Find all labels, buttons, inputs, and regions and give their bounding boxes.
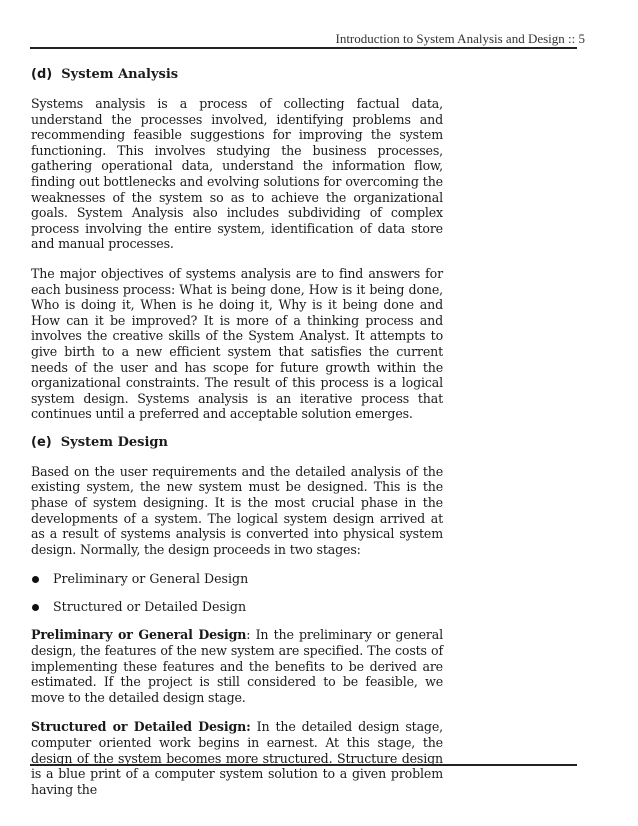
preliminary-design-text: : In the preliminary or general design, the features of the new system are specified. The costs of implementing these features and the benefits to be derived are estimated. If the project is still considered to be feasible, we move to the detailed design stage. (31, 627, 443, 705)
section-e-paragraph-1: Based on the user requirements and the detailed analysis of the existing system, the new system must be designed. This is the phase of system designing. It is the most crucial phase in the developments of a system. The logical system design arrived at as a result of systems analysis is converted into physical system design. Normally, the design proceeds in two stages: (31, 463, 443, 557)
section-e-heading (31, 434, 443, 452)
list-item-text: Preliminary or General Design (53, 571, 249, 587)
header-rule (30, 47, 577, 49)
section-d-title: System Analysis (61, 67, 179, 82)
section-e-marker: (e) (31, 434, 52, 450)
list-item-text: Structured or Detailed Design (53, 599, 247, 615)
design-stages-list (31, 571, 443, 615)
section-e-title: System Design (60, 434, 168, 450)
section-d-paragraph-1: Systems analysis is a process of collecting factual data, understand the processes involved, identifying problems and recommending feasible suggestions for improving the system functioning. This involves studying the business processes, gathering operational data, understand the information flow, finding out bottlenecks and evolving solutions for overcoming the weaknesses of the system so as to achieve the organizational goals. System Analysis also includes subdividing of complex process involving the entire system, identification of data store and manual processes. (31, 96, 443, 252)
preliminary-design-lead: Preliminary or General Design (31, 627, 247, 643)
section-d-marker: (d) (31, 67, 53, 82)
footer-rule (30, 764, 577, 766)
structured-design-paragraph (31, 719, 443, 797)
section-d-paragraph-2: The major objectives of systems analysis are to find answers for each business process: What is being done, How is it being done, Who is doing it, When is he doing it, Why is it being done and How can it be improved? It is more of a thinking process and involves the creative skills of the System Analyst. It attempts to give birth to a new efficient system that satisfies the current needs of the user and has scope for future growth within the organizational constraints. The result of this process is a logical system design. Systems analysis is an iterative process that continues until a preferred and acceptable solution emerges. (31, 265, 443, 422)
bullet-icon (32, 576, 39, 583)
structured-design-text: In the detailed design stage, computer oriented work begins in earnest. At this stage, the design of the system becomes more structured. Structure design is a blue print of a computer system solution to a given problem having the (31, 719, 443, 797)
list-item (31, 599, 443, 615)
list-item (31, 571, 443, 587)
preliminary-design-paragraph (31, 627, 443, 705)
running-head: Introduction to System Analysis and Design :: 5 (335, 31, 585, 46)
page-body (31, 66, 443, 797)
structured-design-lead: Structured or Detailed Design: (31, 719, 251, 735)
section-d-heading (31, 66, 443, 84)
bullet-icon (32, 604, 39, 611)
